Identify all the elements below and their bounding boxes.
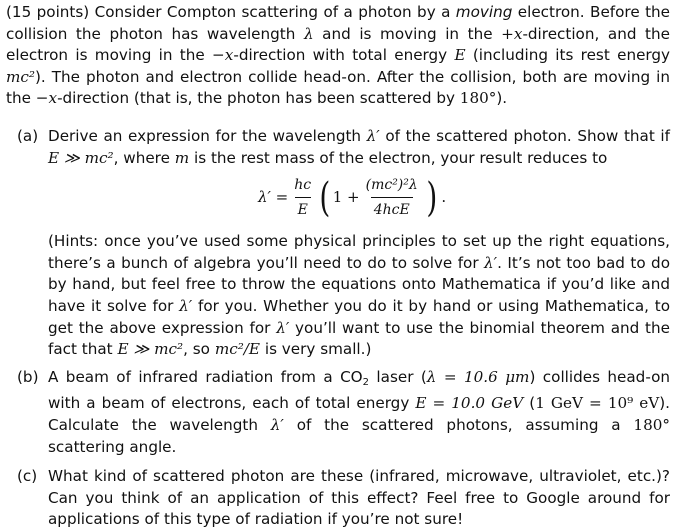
part-b-question (48, 367, 670, 458)
part-b-label: (b) (17, 367, 39, 386)
math-energy: E (454, 46, 466, 65)
part-c (6, 466, 670, 531)
left-paren: ( (319, 175, 331, 222)
part-b (6, 367, 670, 458)
intro-text: -direction (that is, the photon has been scattered by (57, 89, 460, 108)
hint-text: , so (183, 340, 215, 359)
math-condition: E ≫ mc² (48, 148, 114, 167)
part-a (6, 126, 670, 361)
math-angle: 180° (459, 89, 497, 108)
intro-text: Consider Compton scattering of a photon by a (89, 3, 456, 21)
problem-page (6, 0, 670, 531)
hint-text: . It’s not too bad to do by hand, but feel free to throw the equations onto Mathematica if you’d like and have it solve for (48, 253, 670, 315)
part-a-question (48, 126, 670, 169)
intro-text: ). The photon and electron collide head-on. After the collision, both are moving in the (6, 67, 670, 108)
intro-text: and is moving in the (313, 24, 502, 43)
part-a-label: (a) (17, 126, 39, 145)
fraction-correction-term (363, 175, 421, 222)
fraction-denominator: 4hcE (371, 197, 413, 222)
math-gev-definition: 1 GeV = 10⁹ eV (535, 394, 660, 413)
math-lambda-prime: λ′ (270, 415, 284, 434)
math-lambda-prime: λ′ (179, 296, 193, 315)
math-lambda-prime: λ′ (484, 253, 498, 272)
fraction-numerator: hc (294, 176, 312, 193)
hint-text: (Hints: once you’ve used some physical principles to set up the right equations, there’s a bunch of algebra you’ll need to do to solve for (48, 232, 670, 272)
math-angle: 180° (633, 415, 671, 434)
math-mass: m (174, 148, 190, 167)
math-lambda-prime: λ′ (366, 126, 380, 145)
hint-text: you’ll want to use the binomial theorem and the fact that (48, 318, 670, 359)
part-b-text: of the scattered photons, assuming a (283, 415, 634, 434)
co2-subscript: 2 (362, 376, 370, 388)
math-lambda: λ (303, 24, 314, 43)
part-b-text: scattering angle. (48, 437, 177, 456)
part-a-text: , where (113, 148, 175, 167)
math-rest-energy: mc² (6, 67, 35, 86)
hint-text: for you. Whether you do it by hand or using Mathematica, to get the above expression for (48, 296, 671, 337)
part-b-text: A beam of infrared radiation from a CO (48, 367, 363, 386)
fraction-denominator: E (295, 197, 311, 222)
part-c-question: What kind of scattered photon are these (infrared, microwave, ultraviolet, etc.)? Can you think of an application of this effect? Feel free to Google around for applications of this type of radiation if you’re not sure! (48, 467, 670, 529)
display-equation (48, 169, 670, 231)
math-lambda-prime: λ′ (276, 318, 290, 337)
part-a-text: is the rest mass of the electron, your result reduces to (189, 148, 608, 167)
hint-text: is very small.) (260, 340, 372, 359)
equation-period: . (441, 188, 447, 207)
intro-text: ). (496, 89, 508, 108)
part-a-hints (48, 231, 670, 361)
part-a-text: Derive an expression for the wavelength (48, 126, 367, 145)
fraction-numerator: (mc²)²λ (365, 176, 418, 193)
math-energy-value: E = 10.0 GeV (415, 394, 524, 413)
fraction-hc-over-e (291, 175, 314, 222)
intro-text: -direction, and the electron is moving in the (6, 24, 670, 65)
math-minus-x: −x (35, 89, 58, 108)
math-ratio: mc²/E (214, 340, 261, 359)
part-b-text: ). Calculate the wavelength (48, 394, 670, 434)
part-b-text: ) collides head-on with a beam of electrons, each of total energy (48, 367, 671, 413)
moving-emphasis: moving (455, 3, 513, 21)
part-b-text: ( (523, 394, 536, 413)
part-c-label: (c) (17, 467, 38, 486)
math-lambda-value: λ = 10.6 μm (426, 367, 530, 386)
math-minus-x: −x (212, 46, 234, 65)
math-condition: E ≫ mc² (117, 340, 184, 359)
problem-intro (6, 2, 670, 110)
intro-text: -direction with total energy (233, 46, 455, 65)
part-b-text: laser ( (369, 367, 427, 386)
math-plus-x: +x (501, 24, 523, 43)
points-label: (15 points) (6, 3, 90, 21)
right-paren: ) (426, 175, 438, 222)
intro-text: electron. Before the collision the photon has wavelength (6, 3, 671, 43)
one-plus: 1 + (332, 188, 360, 207)
part-a-text: of the scattered photon. Show that if (379, 126, 670, 145)
intro-text: (including its rest energy (465, 46, 671, 65)
equation-lhs: λ′ = (258, 188, 289, 207)
